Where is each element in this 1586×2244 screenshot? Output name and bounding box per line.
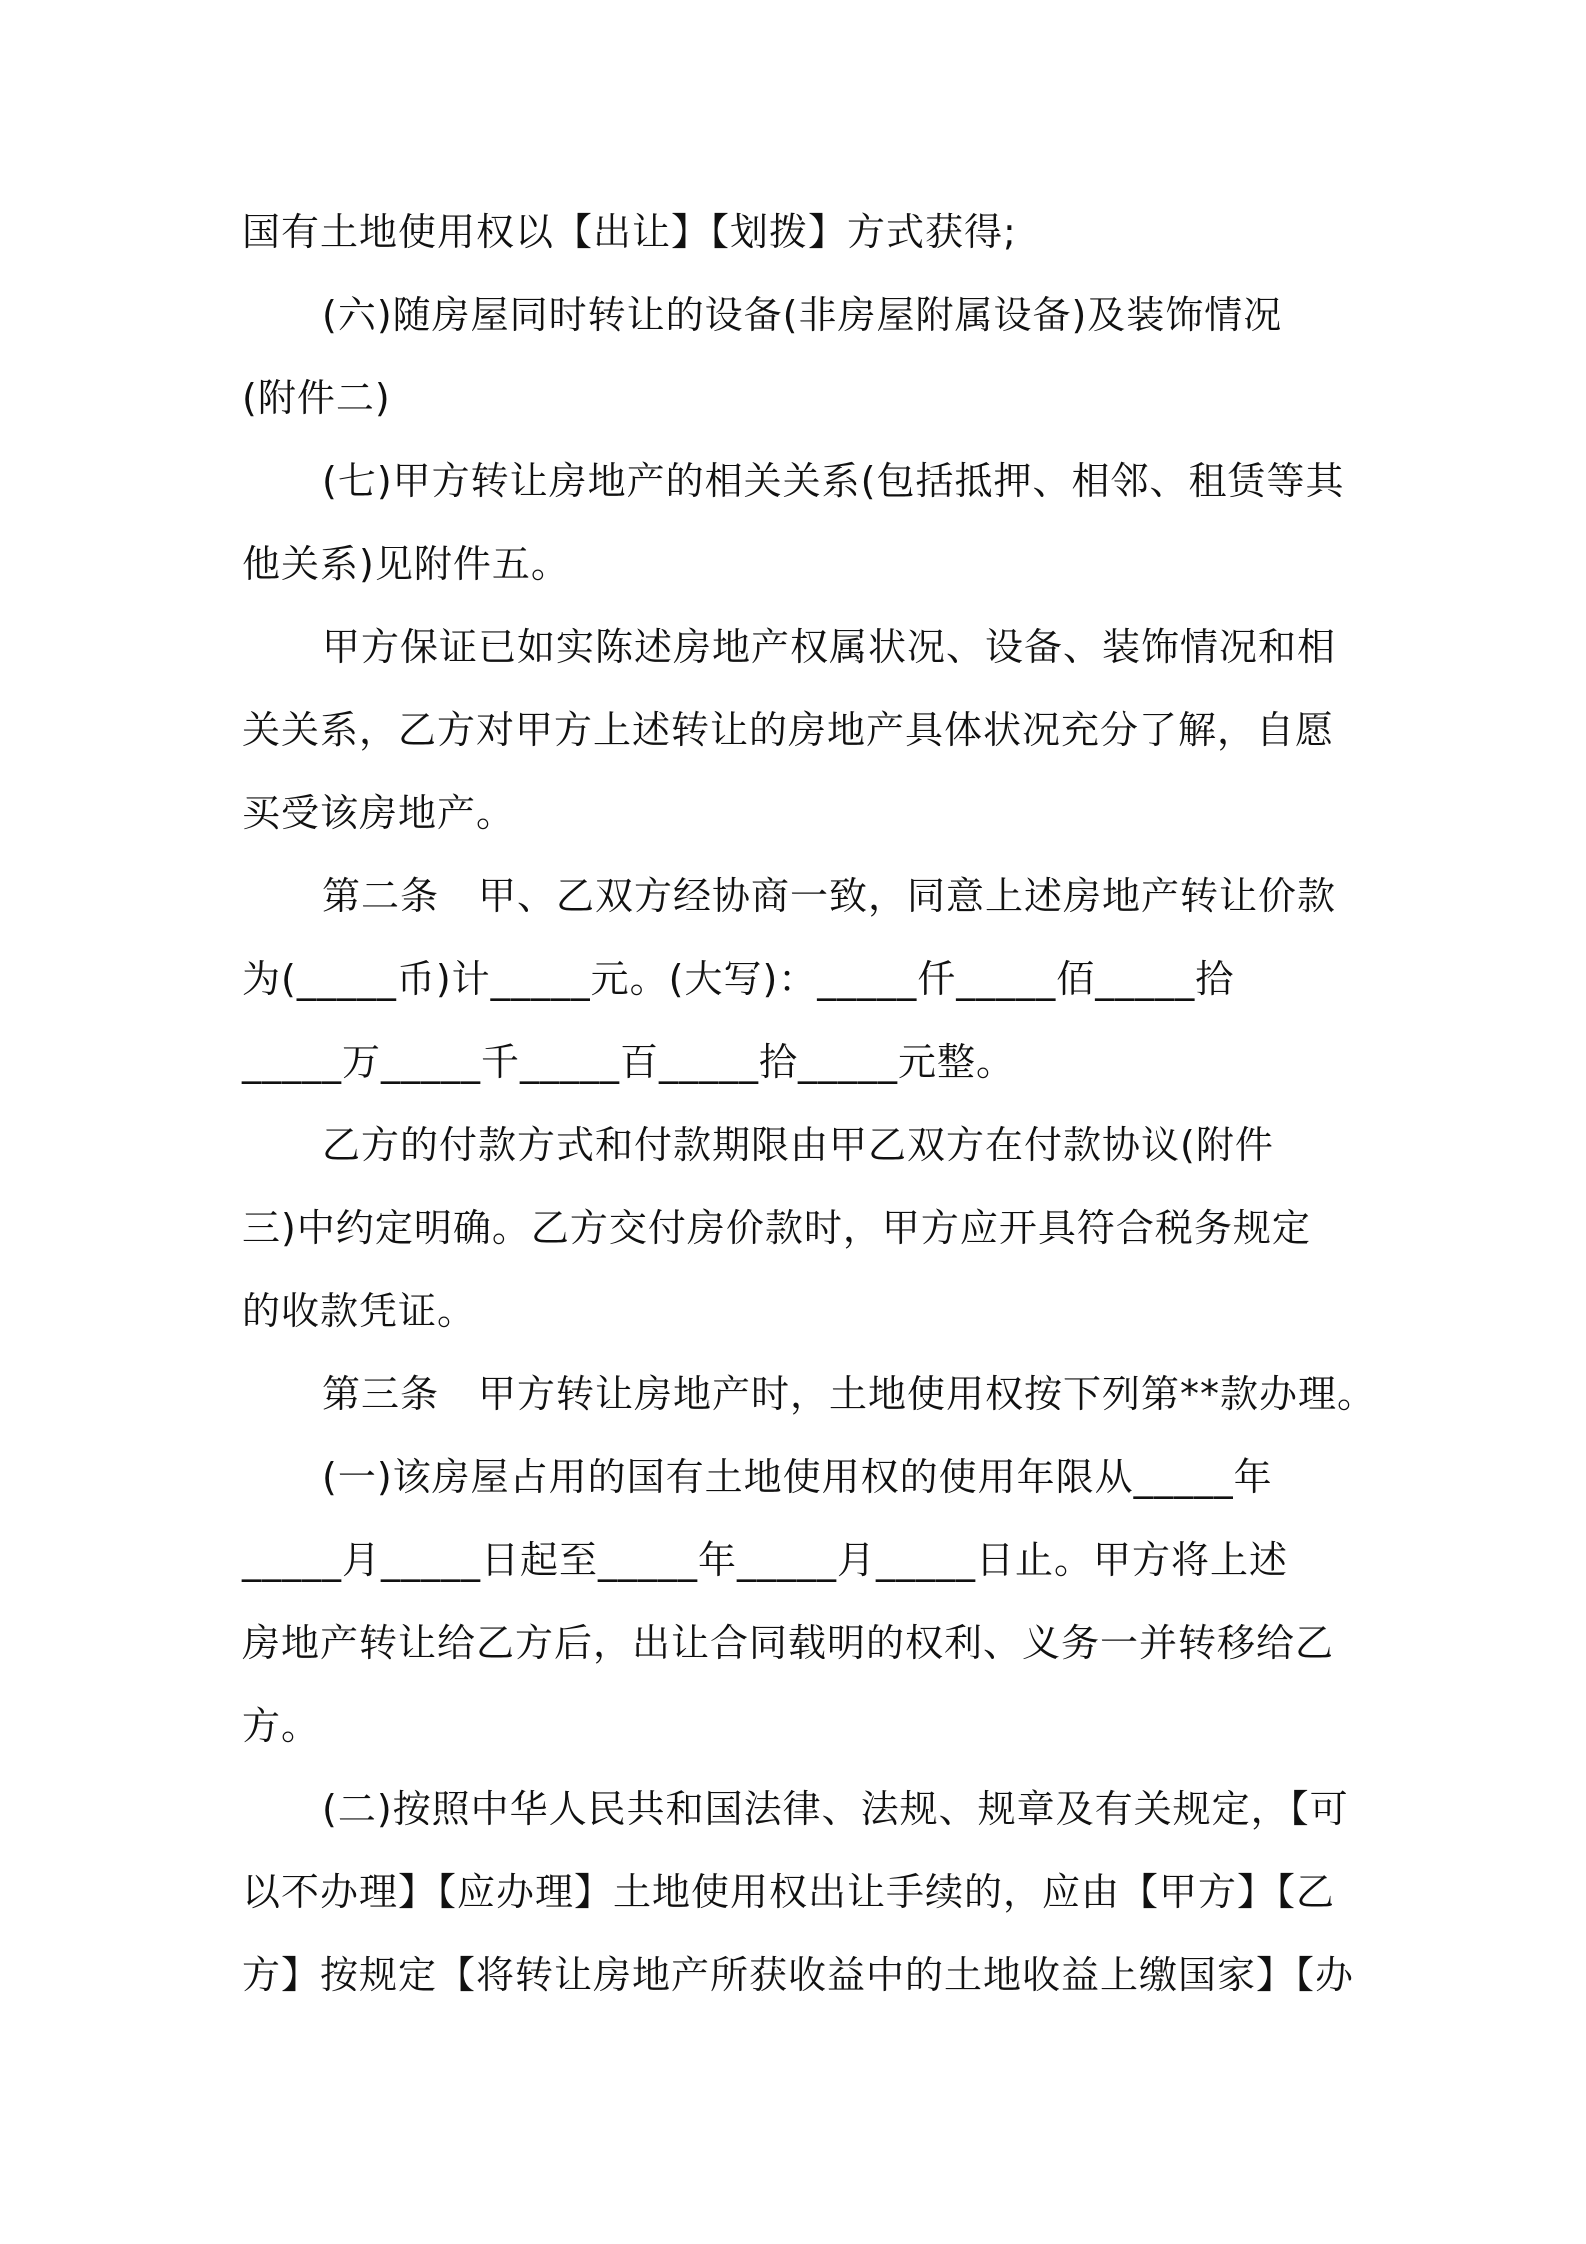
text-line-10: 为(_____币)计_____元。(大写)：_____仟_____佰_____拾 [242,957,1235,1001]
text-line-3: (附件二) [242,376,391,420]
text-line-12: 乙方的付款方式和付款期限由甲乙双方在付款协议(附件 [322,1123,1274,1167]
text-line-20: (二)按照中华人民共和国法律、法规、规章及有关规定，【可 [322,1787,1349,1831]
text-line-21: 以不办理】【应办理】土地使用权出让手续的，应由【甲方】【乙 [242,1870,1336,1914]
text-line-4: (七)甲方转让房地产的相关关系(包括抵押、相邻、租赁等其 [322,459,1345,503]
text-line-8: 买受该房地产。 [242,791,516,835]
text-line-2: (六)随房屋同时转让的设备(非房屋附属设备)及装饰情况 [322,293,1283,337]
text-line-7: 关关系，乙方对甲方上述转让的房地产具体状况充分了解，自愿 [242,708,1335,752]
text-line-13: 三)中约定明确。乙方交付房价款时，甲方应开具符合税务规定 [242,1206,1311,1250]
text-line-22: 方】按规定【将转让房地产所获收益中的土地收益上缴国家】【办 [242,1953,1355,1997]
text-line-16: (一)该房屋占用的国有土地使用权的使用年限从_____年 [322,1455,1273,1499]
text-line-5: 他关系)见附件五。 [242,542,570,586]
text-line-1: 国有土地使用权以【出让】【划拨】方式获得; [242,210,1017,254]
text-line-6: 甲方保证已如实陈述房地产权属状况、设备、装饰情况和相 [322,625,1337,669]
text-line-17: _____月_____日起至_____年_____月_____日止。甲方将上述 [242,1538,1289,1582]
text-line-19: 方。 [242,1704,321,1748]
text-line-18: 房地产转让给乙方后，出让合同载明的权利、义务一并转移给乙 [242,1621,1335,1665]
text-line-15: 第三条 甲方转让房地产时，土地使用权按下列第**款办理。 [322,1372,1377,1416]
text-line-11: _____万_____千_____百_____拾_____元整。 [242,1040,1016,1084]
text-line-14: 的收款凭证。 [242,1289,477,1333]
text-line-9: 第二条 甲、乙双方经协商一致，同意上述房地产转让价款 [322,874,1337,918]
